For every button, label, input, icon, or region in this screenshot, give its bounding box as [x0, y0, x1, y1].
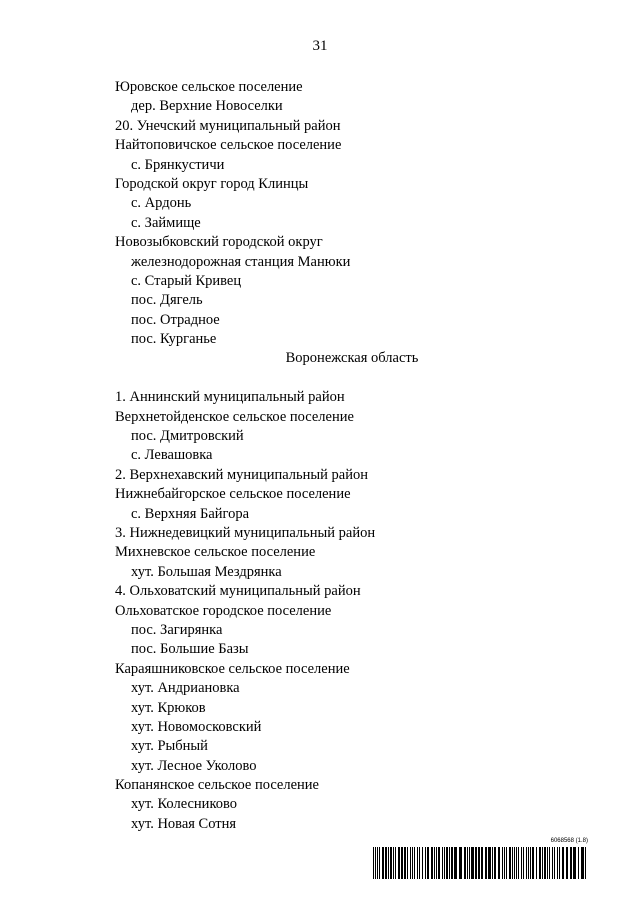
document-body	[115, 78, 555, 834]
barcode-bar	[585, 847, 586, 879]
barcode-bar	[578, 847, 579, 879]
settlement-list-bryansk	[115, 78, 555, 349]
barcode-bar	[393, 847, 394, 879]
barcode-bar	[488, 847, 491, 879]
barcode-bar	[419, 847, 420, 879]
barcode-bar	[444, 847, 445, 879]
barcode-bar	[469, 847, 470, 879]
barcode-bar	[471, 847, 474, 879]
barcode-bar	[532, 847, 534, 879]
settlement-entry: хут. Новомосковский	[131, 718, 262, 735]
barcode-bar	[475, 847, 477, 879]
barcode-bar	[485, 847, 487, 879]
barcode-icon	[372, 847, 590, 879]
settlement-entry: хут. Новая Сотня	[131, 815, 237, 832]
settlement-entry: пос. Курганье	[131, 331, 217, 348]
barcode-bar	[566, 847, 568, 879]
barcode-bar	[414, 847, 415, 879]
barcode-caption: 6068568 (1.8)	[550, 838, 588, 844]
settlement-entry: хут. Колесниково	[131, 796, 237, 813]
settlement-entry: хут. Большая Мездрянка	[131, 563, 282, 580]
barcode-bar	[434, 847, 435, 879]
settlement-entry: хут. Рыбный	[131, 738, 208, 755]
barcode-bar	[438, 847, 440, 879]
settlement-entry: с. Верхняя Байгора	[131, 505, 250, 522]
barcode-bar	[552, 847, 553, 879]
barcode-bar	[514, 847, 515, 879]
settlement-entry: пос. Отрадное	[131, 311, 220, 328]
district-heading: Караяшниковское сельское поселение	[115, 660, 350, 677]
barcode-bar	[442, 847, 443, 879]
region-title: Воронежская область	[285, 350, 419, 367]
settlement-entry: с. Брянкустичи	[131, 156, 225, 173]
barcode-bar	[410, 847, 411, 879]
settlement-entry: пос. Дягель	[131, 292, 203, 309]
barcode-bar	[404, 847, 406, 879]
barcode-bar	[523, 847, 524, 879]
district-heading: Городской округ город Клинцы	[115, 175, 309, 192]
barcode-bar	[521, 847, 522, 879]
barcode-block	[372, 837, 590, 881]
barcode-bar	[544, 847, 546, 879]
barcode-bar	[427, 847, 429, 879]
barcode-bar	[417, 847, 418, 879]
barcode-bar	[412, 847, 413, 879]
page-number: 31	[312, 38, 328, 54]
barcode-bar	[388, 847, 389, 879]
settlement-entry: пос. Загирянка	[131, 621, 223, 638]
barcode-bar	[385, 847, 387, 879]
settlement-entry: дер. Верхние Новоселки	[131, 98, 283, 115]
barcode-bar	[375, 847, 376, 879]
district-heading: Нижнебайгорское сельское поселение	[115, 486, 351, 503]
barcode-bar	[431, 847, 433, 879]
settlement-entry: пос. Большие Базы	[131, 641, 249, 658]
district-heading: Верхнетойденское сельское поселение	[115, 408, 354, 425]
barcode-bar	[494, 847, 496, 879]
barcode-bar	[467, 847, 468, 879]
barcode-bar	[518, 847, 519, 879]
settlement-entry: хут. Крюков	[131, 699, 206, 716]
barcode-bar	[581, 847, 584, 879]
barcode-bar	[509, 847, 511, 879]
district-heading: 3. Нижнедевицкий муниципальный район	[115, 524, 376, 541]
barcode-bar	[379, 847, 380, 879]
barcode-bar	[547, 847, 548, 879]
district-heading: Ольховатское городское поселение	[115, 602, 332, 619]
barcode-bar	[449, 847, 450, 879]
barcode-bar	[506, 847, 507, 879]
district-heading: Новозыбковский городской округ	[115, 234, 323, 251]
barcode-bar	[492, 847, 493, 879]
barcode-bar	[516, 847, 517, 879]
district-heading: 2. Верхнехавский муниципальный район	[115, 466, 368, 483]
barcode-bar	[539, 847, 541, 879]
barcode-bar	[478, 847, 480, 879]
barcode-bar	[526, 847, 527, 879]
settlement-entry: пос. Дмитровский	[131, 428, 244, 445]
barcode-bar	[377, 847, 378, 879]
settlement-list-voronezh	[115, 388, 555, 834]
barcode-bar	[373, 847, 374, 879]
settlement-entry: с. Старый Кривец	[131, 272, 242, 289]
settlement-entry: хут. Лесное Уколово	[131, 757, 257, 774]
barcode-bar	[542, 847, 543, 879]
settlement-entry: хут. Андриановка	[131, 680, 240, 697]
barcode-bar	[536, 847, 537, 879]
barcode-bar	[502, 847, 503, 879]
barcode-bar	[528, 847, 529, 879]
district-heading: Михневское сельское поселение	[115, 544, 316, 561]
barcode-bar	[407, 847, 408, 879]
district-heading: 20. Унечский муниципальный район	[115, 117, 341, 134]
barcode-bar	[559, 847, 560, 879]
barcode-bar	[557, 847, 558, 879]
barcode-bar	[504, 847, 505, 879]
barcode-bar	[446, 847, 448, 879]
barcode-bar	[570, 847, 572, 879]
barcode-bar	[573, 847, 576, 879]
barcode-bar	[395, 847, 396, 879]
district-heading: 1. Аннинский муниципальный район	[115, 389, 345, 406]
barcode-bar	[481, 847, 483, 879]
settlement-entry: железнодорожная станция Манюки	[131, 253, 351, 270]
district-heading: Юровское сельское поселение	[115, 79, 303, 95]
barcode-bar	[562, 847, 564, 879]
barcode-bar	[530, 847, 531, 879]
barcode-bar	[464, 847, 466, 879]
barcode-bar	[498, 847, 500, 879]
barcode-bar	[401, 847, 403, 879]
barcode-bar	[549, 847, 550, 879]
barcode-bar	[459, 847, 462, 879]
district-heading: Копанянское сельское поселение	[115, 777, 319, 794]
barcode-bar	[425, 847, 426, 879]
settlement-entry: с. Ардонь	[131, 195, 192, 212]
district-heading: Найтоповичское сельское поселение	[115, 137, 342, 154]
barcode-bar	[512, 847, 513, 879]
settlement-entry: с. Займище	[131, 214, 201, 231]
barcode-bar	[451, 847, 453, 879]
settlement-entry: с. Левашовка	[131, 447, 213, 464]
barcode-bar	[382, 847, 384, 879]
district-heading: 4. Ольховатский муниципальный район	[115, 583, 361, 600]
barcode-bar	[422, 847, 423, 879]
barcode-bar	[390, 847, 392, 879]
barcode-bar	[454, 847, 457, 879]
barcode-bar	[554, 847, 555, 879]
barcode-bar	[398, 847, 400, 879]
barcode-bar	[436, 847, 437, 879]
